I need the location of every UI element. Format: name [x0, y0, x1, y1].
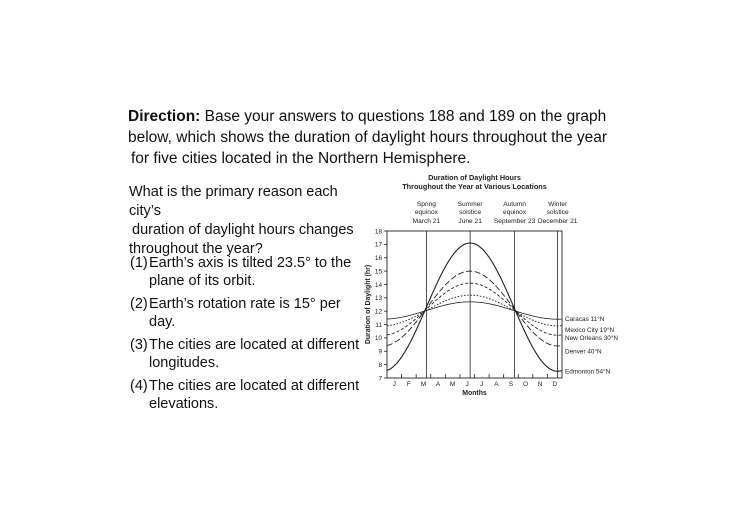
event-name-label: Spring [416, 201, 436, 208]
month-label: M [449, 381, 456, 388]
series-label: Caracas 11°N [565, 316, 605, 324]
y-tick-label: 14 [374, 281, 382, 289]
event-date-label: June 21 [458, 218, 482, 225]
event-sub-label: solstice [546, 209, 569, 216]
y-tick-label: 17 [374, 241, 382, 249]
answer-text-line2: plane of its orbit. [149, 273, 256, 289]
series-label: Denver 40°N [565, 348, 602, 356]
month-label: F [406, 381, 411, 388]
answer-text-line1: Earth’s axis is tilted 23.5° to the [149, 255, 352, 271]
y-tick-label: 13 [374, 295, 382, 303]
y-tick-label: 11 [375, 321, 382, 329]
event-date-label: March 21 [412, 218, 441, 225]
y-tick-label: 10 [374, 335, 382, 343]
month-label: J [465, 381, 469, 388]
series-line [387, 283, 562, 335]
month-label: J [392, 381, 396, 388]
y-tick-label: 16 [374, 255, 382, 263]
series-line [387, 271, 562, 346]
answer-text-line1: Earth’s rotation rate is 15° per day. [149, 296, 341, 330]
answer-text-line1: The cities are located at different [149, 337, 360, 353]
event-date-label: September 23 [493, 218, 536, 225]
series-line [387, 302, 562, 319]
y-tick-label: 15 [374, 268, 382, 276]
series-label: Edmonton 54°N [565, 368, 611, 376]
month-label: D [552, 381, 558, 388]
question-line1: What is the primary reason each city’s [129, 184, 338, 219]
direction-line1: Base your answers to questions 188 and 189 on the graph [204, 108, 607, 125]
chart-subtitle: Throughout the Year at Various Locations [402, 182, 547, 191]
series-line [387, 243, 562, 371]
month-label: M [420, 381, 427, 388]
answer-number: (4) [130, 378, 148, 394]
plot-frame [387, 231, 562, 378]
event-name-label: Autumn [503, 201, 526, 208]
series-label: Mexico City 19°N [565, 326, 615, 334]
direction-line2: below, which shows the duration of daylight hours throughout the year [128, 129, 608, 146]
series-line [387, 295, 562, 326]
y-tick-label: 7 [378, 375, 382, 383]
series-label: New Orleans 30°N [565, 334, 618, 342]
event-date-label: December 21 [537, 218, 578, 225]
answer-text-line2: longitudes. [149, 355, 220, 371]
direction-line3: for five cities located in the Northern Hemisphere. [131, 150, 471, 167]
y-tick-label: 12 [374, 308, 382, 316]
chart-title: Duration of Daylight Hours [428, 173, 521, 182]
answer-text-line1: The cities are located at different [149, 378, 360, 394]
event-name-label: Winter [548, 201, 568, 208]
month-label: A [435, 381, 441, 388]
event-sub-label: solstice [459, 209, 482, 216]
y-tick-label: 8 [378, 361, 382, 369]
event-sub-label: equinox [503, 209, 527, 216]
y-tick-label: 9 [378, 348, 382, 356]
direction-lead: Direction: [128, 108, 201, 125]
month-label: O [522, 381, 529, 388]
y-tick-label: 18 [374, 228, 382, 236]
event-name-label: Summer [457, 201, 483, 208]
month-label: N [537, 381, 543, 388]
y-axis-title: Duration of Daylight (hr) [365, 264, 372, 345]
answer-number: (1) [130, 255, 148, 271]
answer-number: (2) [130, 296, 148, 312]
question-line3: throughout the year? [129, 241, 263, 257]
question-line2: duration of daylight hours changes [132, 222, 354, 238]
month-label: S [508, 381, 514, 388]
answer-text-line2: elevations. [149, 396, 219, 412]
month-label: A [494, 381, 499, 388]
x-axis-title: Months [462, 390, 487, 397]
month-label: J [480, 381, 484, 388]
answer-number: (3) [130, 337, 148, 353]
event-sub-label: equinox [414, 209, 438, 216]
